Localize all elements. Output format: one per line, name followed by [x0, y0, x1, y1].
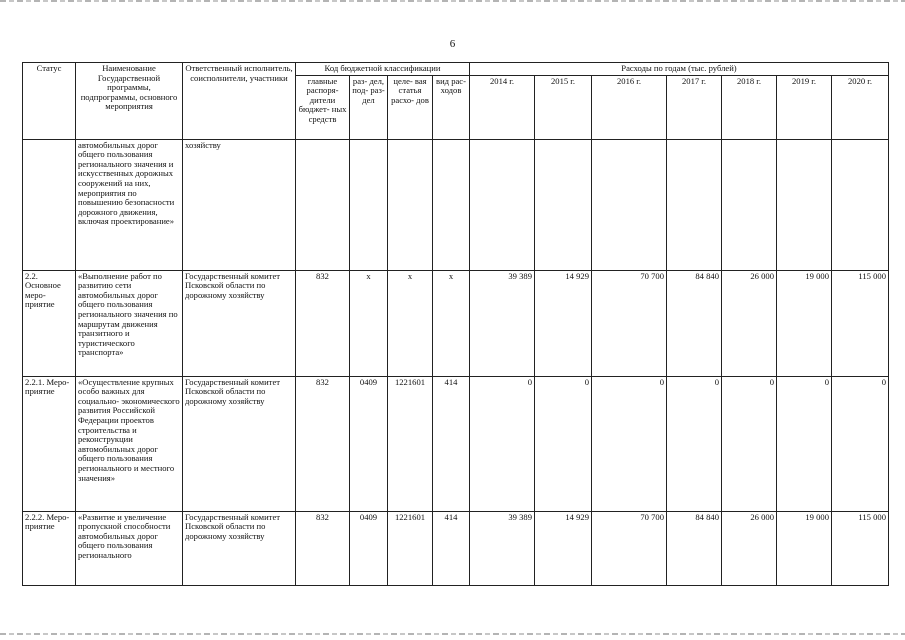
row-responsible: хозяйству: [183, 139, 296, 270]
row-value-2016: [592, 139, 667, 270]
header-grbs: главные распоря- дители бюджет- ных средств: [296, 75, 350, 139]
table-row: [23, 139, 889, 270]
row-value-2015: 0: [535, 376, 592, 511]
header-vr: вид рас- ходов: [433, 75, 470, 139]
row-value-2014: 39 389: [470, 270, 535, 376]
header-budget-code: Код бюджетной классификации: [296, 63, 470, 76]
row-responsible: Государственный комитет Псковской области по дорожному хозяйству: [183, 270, 296, 376]
row-value-2014: 39 389: [470, 511, 535, 585]
page-number: 6: [449, 38, 456, 50]
row-status: 2.2.1. Меро- приятие: [23, 376, 76, 511]
budget-table: [22, 62, 889, 586]
header-expenses: Расходы по годам (тыс. рублей): [470, 63, 889, 76]
header-year-2016: 2016 г.: [592, 75, 667, 139]
header-year-2014: 2014 г.: [470, 75, 535, 139]
row-value-2015: [535, 139, 592, 270]
row-vr: 414: [433, 511, 470, 585]
scan-edge-bottom: [0, 633, 905, 635]
header-year-2018: 2018 г.: [722, 75, 777, 139]
row-value-2014: 0: [470, 376, 535, 511]
row-value-2020: 0: [832, 376, 889, 511]
row-rzpr: [350, 139, 388, 270]
header-name: Наименование Государственной программы, подпрограммы, основного мероприятия: [76, 63, 183, 140]
row-value-2019: 19 000: [777, 270, 832, 376]
table-row: [23, 511, 889, 585]
row-vr: x: [433, 270, 470, 376]
row-value-2015: 14 929: [535, 270, 592, 376]
row-value-2019: 19 000: [777, 511, 832, 585]
row-name: «Выполнение работ по развитию сети автомобильных дорог общего пользования регионального значения по маршрутам движения транзитного и туристического транспорта»: [76, 270, 183, 376]
row-vr: [433, 139, 470, 270]
row-value-2020: 115 000: [832, 270, 889, 376]
row-vr: 414: [433, 376, 470, 511]
row-rzpr: 0409: [350, 511, 388, 585]
row-value-2017: 0: [667, 376, 722, 511]
table-row: [23, 376, 889, 511]
row-value-2018: 26 000: [722, 511, 777, 585]
row-name: «Развитие и увеличение пропускной способности автомобильных дорог общего пользования регионального: [76, 511, 183, 585]
row-status: 2.2. Основное меро- приятие: [23, 270, 76, 376]
row-responsible: Государственный комитет Псковской области по дорожному хозяйству: [183, 511, 296, 585]
row-rzpr: x: [350, 270, 388, 376]
row-value-2020: 115 000: [832, 511, 889, 585]
table-row: [23, 270, 889, 376]
header-year-2020: 2020 г.: [832, 75, 889, 139]
row-value-2014: [470, 139, 535, 270]
row-csr: x: [388, 270, 433, 376]
row-status: [23, 139, 76, 270]
row-value-2020: [832, 139, 889, 270]
budget-sheet: [22, 62, 889, 586]
row-grbs: 832: [296, 270, 350, 376]
row-name: автомобильных дорог общего пользования регионального значения и искусственных дорожных сооружений на них, мероприятия по повышению безопасности дорожного движения, включая проектирование»: [76, 139, 183, 270]
header-responsible: Ответственный исполнитель, соисполнители, участники: [183, 63, 296, 140]
header-csr: целе- вая статья расхо- дов: [388, 75, 433, 139]
row-grbs: 832: [296, 376, 350, 511]
row-value-2019: 0: [777, 376, 832, 511]
row-rzpr: 0409: [350, 376, 388, 511]
row-value-2016: 70 700: [592, 511, 667, 585]
row-value-2017: [667, 139, 722, 270]
header-year-2015: 2015 г.: [535, 75, 592, 139]
scan-edge-top: [0, 0, 905, 2]
row-value-2017: 84 840: [667, 511, 722, 585]
row-value-2017: 84 840: [667, 270, 722, 376]
row-value-2018: 0: [722, 376, 777, 511]
row-csr: 1221601: [388, 511, 433, 585]
header-year-2017: 2017 г.: [667, 75, 722, 139]
row-value-2016: 0: [592, 376, 667, 511]
row-name: «Осуществление крупных особо важных для социально- экономического развития Российской Федерации проектов строительства и реконструкции автомобильных дорог общего пользования регионального и местного значения»: [76, 376, 183, 511]
row-value-2019: [777, 139, 832, 270]
row-value-2015: 14 929: [535, 511, 592, 585]
row-value-2018: [722, 139, 777, 270]
row-csr: 1221601: [388, 376, 433, 511]
row-value-2018: 26 000: [722, 270, 777, 376]
header-rzpr: раз- дел, под- раз- дел: [350, 75, 388, 139]
header-year-2019: 2019 г.: [777, 75, 832, 139]
row-csr: [388, 139, 433, 270]
row-status: 2.2.2. Меро- приятие: [23, 511, 76, 585]
header-status: Статус: [23, 63, 76, 140]
header-row-1: [23, 63, 889, 76]
row-responsible: Государственный комитет Псковской области по дорожному хозяйству: [183, 376, 296, 511]
row-grbs: [296, 139, 350, 270]
row-grbs: 832: [296, 511, 350, 585]
row-value-2016: 70 700: [592, 270, 667, 376]
